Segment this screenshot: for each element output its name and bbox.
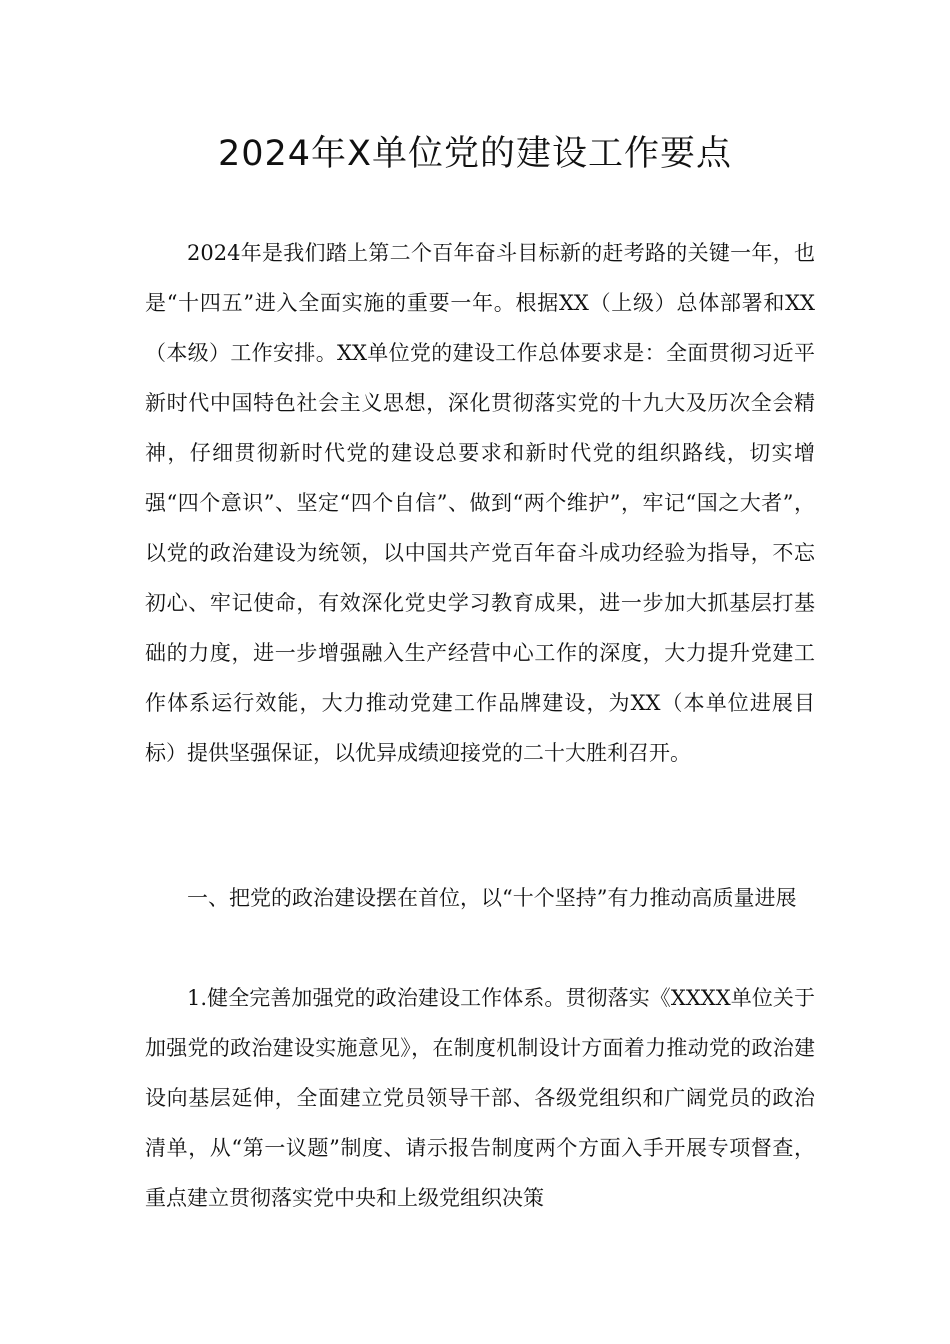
intro-paragraph: 2024年是我们踏上第二个百年奋斗目标新的赶考路的关键一年，也是“十四五”进入全面实施的重要一年。根据XX（上级）总体部署和XX（本级）工作安排。XX单位党的建设工作总体要求是：全面贯彻习近平新时代中国特色社会主义思想，深化贯彻落实党的十九大及历次全会精神，仔细贯彻新时代党的建设总要求和新时代党的组织路线，切实增强“四个意识”、坚定“四个自信”、做到“两个维护”，牢记“国之大者”，以党的政治建设为统领，以中国共产党百年奋斗成功经验为指导，不忘初心、牢记使命，有效深化党史学习教育成果，进一步加大抓基层打基础的力度，进一步增强融入生产经营中心工作的深度，大力提升党建工作体系运行效能，大力推动党建工作品牌建设，为XX（本单位进展目标）提供坚强保证，以优异成绩迎接党的二十大胜利召开。 <box>145 241 815 765</box>
item-paragraph: 1.健全完善加强党的政治建设工作体系。贯彻落实《XXXX单位关于加强党的政治建设实施意见》，在制度机制设计方面着力推动党的政治建设向基层延伸，全面建立党员领导干部、各级党组织和广阔党员的政治清单，从“第一议题”制度、请示报告制度两个方面入手开展专项督查，重点建立贯彻落实党中央和上级党组织决策 <box>145 986 815 1210</box>
document-title: 2024年X单位党的建设工作要点 <box>217 134 733 174</box>
section-heading: 一、把党的政治建设摆在首位，以“十个坚持”有力推动高质量进展 <box>187 886 797 910</box>
